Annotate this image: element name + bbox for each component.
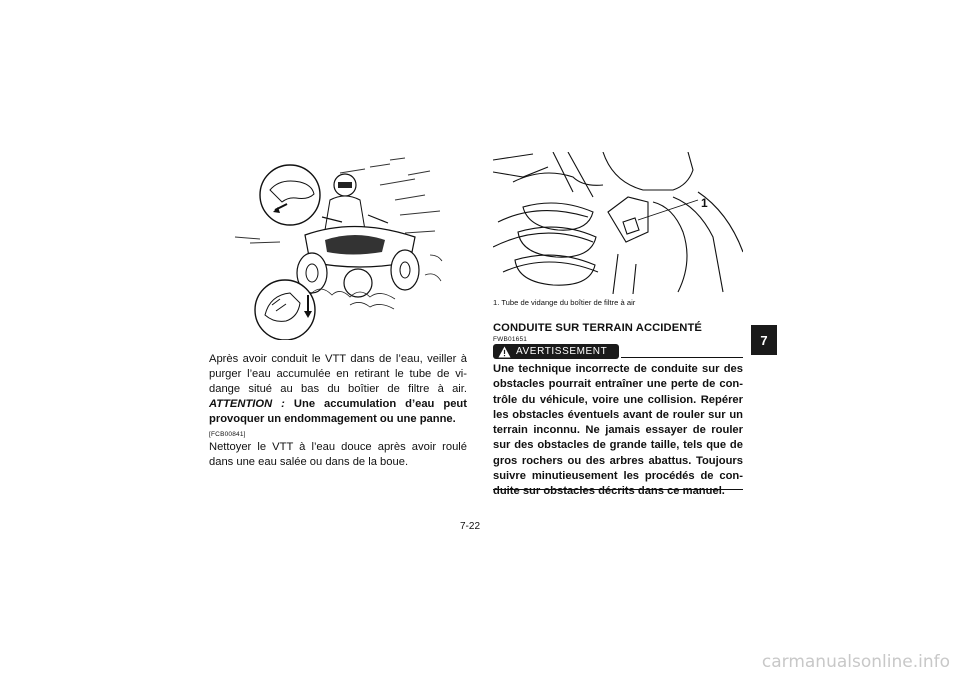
page-number: 7-22 <box>460 521 481 532</box>
attention-text: Une accumulation d’eau peut provoquer un endommagement ou une panne. <box>209 398 467 425</box>
warning-badge <box>493 344 619 359</box>
left-column-text <box>209 352 467 470</box>
atv-water-illustration <box>230 155 460 340</box>
air-filter-drain-illustration <box>493 152 743 294</box>
caption-number: 1. <box>493 298 500 307</box>
warning-triangle-icon <box>498 346 511 358</box>
warning-code: FWB01651 <box>493 336 528 343</box>
warning-text: Une technique incorrecte de conduite sur des obstacles pourrait entraîner une perte de con-trôle du véhicule, voire une collision. Repérer les obstacles éventuels avant de rouler sur un terrain inconnu. Ne jamais essayer de rouler sur des obstacles de grande taille, tels que de gros rochers ou des arbres abattus. Toujours suivre minutieusement les procédés de con-duite sur obstacles décrits dans ce manuel. <box>493 363 743 498</box>
section-title: CONDUITE SUR TERRAIN ACCIDENTÉ <box>493 322 702 334</box>
chapter-tab: 7 <box>751 325 777 355</box>
paragraph-drain: Après avoir conduit le VTT dans de l’eau, veiller à purger l’eau accumulée en retirant le tube de vi-dange situé au bas du boîtier de filtre à air. <box>209 353 467 395</box>
rinse-instruction: Nettoyer le VTT à l’eau douce après avoir roulé dans une eau salée ou dans de la boue. <box>209 441 467 468</box>
warning-top-rule <box>621 357 743 358</box>
attention-label: ATTENTION : <box>209 398 285 410</box>
figure-caption <box>493 298 753 308</box>
callout-number: 1 <box>701 196 708 210</box>
warning-bottom-rule <box>493 489 743 490</box>
warning-label: AVERTISSEMENT <box>516 346 608 357</box>
caption-text: Tube de vidange du boîtier de filtre à air <box>501 298 636 307</box>
drain-instruction <box>209 352 467 427</box>
watermark: carmanualsonline.info <box>761 652 950 672</box>
notice-code: [FCB00841] <box>209 431 246 438</box>
warning-header <box>493 344 743 360</box>
